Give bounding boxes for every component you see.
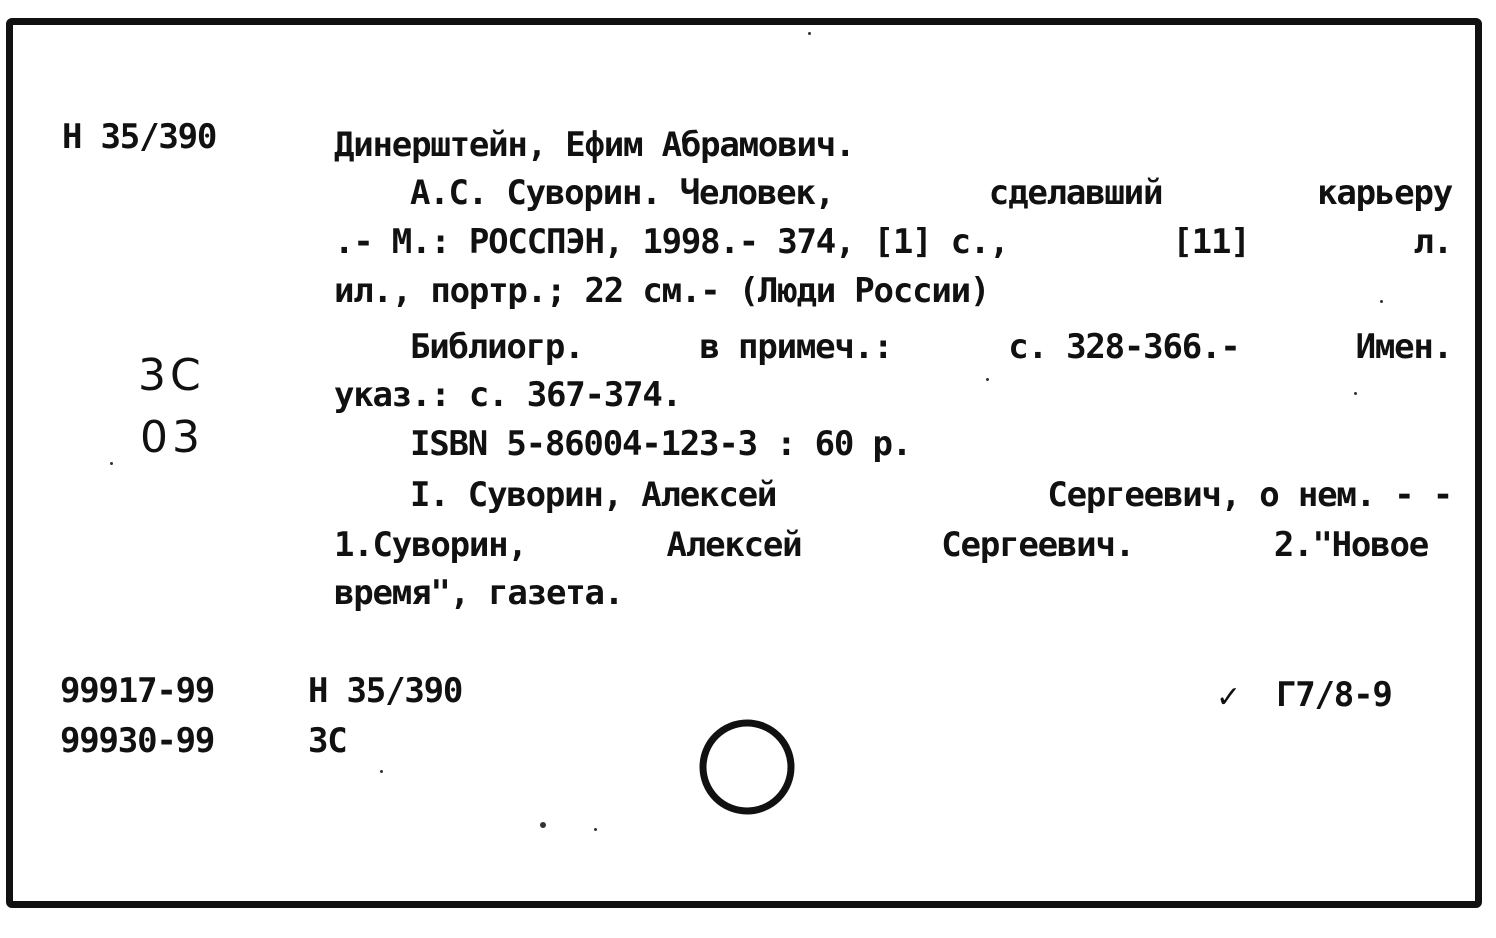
tracing-line-1 bbox=[410, 470, 1452, 521]
handwritten-code-1: 3С bbox=[138, 350, 205, 401]
speck bbox=[808, 32, 811, 35]
speck bbox=[380, 770, 383, 773]
title-line-1-part-3: карьеру bbox=[1317, 173, 1452, 213]
isbn-line: ISBN 5-86004-123-3 : 60 р. bbox=[410, 424, 912, 464]
shelfmark: Н 35/390 bbox=[62, 117, 217, 157]
author-heading: Динерштейн, Ефим Абрамович. bbox=[334, 125, 855, 165]
speck bbox=[110, 462, 113, 465]
inventory-code-2: 3С bbox=[308, 721, 347, 761]
inventory-number-2: 99930-99 bbox=[60, 721, 215, 761]
speck bbox=[540, 822, 546, 828]
tracing-line-3: время", газета. bbox=[334, 573, 624, 613]
title-line-2-part-1: .- М.: РОССПЭН, 1998.- 374, [1] с., bbox=[334, 222, 1009, 262]
inventory-code-1: Н 35/390 bbox=[308, 671, 463, 711]
note-line-1-part-4: Имен. bbox=[1355, 327, 1452, 367]
tracing-line-2-part-1: 1.Суворин, bbox=[334, 525, 527, 565]
speck bbox=[1354, 392, 1357, 395]
class-mark: Г7/8-9 bbox=[1276, 675, 1392, 715]
tracing-line-2 bbox=[334, 520, 1428, 571]
note-line-1 bbox=[410, 322, 1452, 373]
title-line-2-part-3: л. bbox=[1413, 222, 1452, 262]
note-line-1-part-3: с. 328-366.- bbox=[1008, 327, 1240, 367]
note-line-1-part-2: в примеч.: bbox=[699, 327, 893, 367]
punch-hole-icon bbox=[698, 716, 798, 820]
handwritten-code-2: 03 bbox=[140, 412, 204, 463]
check-mark-icon: ✓ bbox=[1216, 680, 1242, 715]
speck bbox=[1380, 300, 1383, 303]
title-line-3: ил., портр.; 22 см.- (Люди России) bbox=[334, 271, 990, 311]
tracing-line-2-part-4: 2."Новое bbox=[1273, 525, 1428, 565]
title-line-1-part-1: А.С. Суворин. Человек, bbox=[410, 173, 834, 213]
tracing-line-1-part-2: Сергеевич, о нем. - - bbox=[1047, 475, 1452, 515]
title-line-2-part-2: [11] bbox=[1172, 222, 1250, 262]
note-line-1-part-1: Библиогр. bbox=[410, 327, 584, 367]
title-line-2 bbox=[334, 217, 1452, 268]
title-line-1-part-2: сделавший bbox=[988, 173, 1163, 213]
speck bbox=[594, 828, 597, 831]
inventory-number-1: 99917-99 bbox=[60, 671, 215, 711]
title-line-1 bbox=[410, 168, 1452, 219]
tracing-line-2-part-3: Сергеевич. bbox=[941, 525, 1134, 565]
speck bbox=[986, 378, 989, 381]
tracing-line-1-part-1: I. Суворин, Алексей bbox=[410, 475, 777, 515]
note-line-2: указ.: с. 367-374. bbox=[334, 375, 681, 415]
tracing-line-2-part-2: Алексей bbox=[666, 525, 802, 565]
